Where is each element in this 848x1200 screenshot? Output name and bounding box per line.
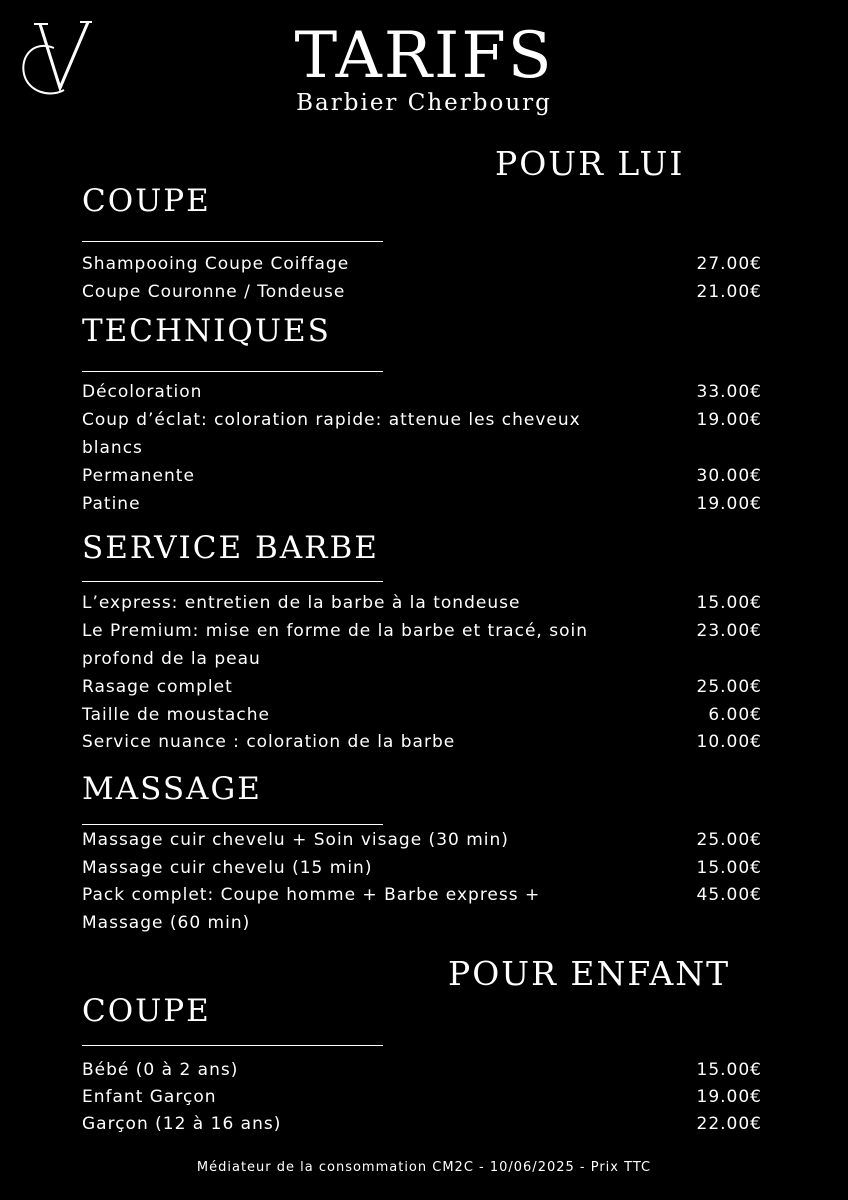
service-name: Coupe Couronne / Tondeuse (82, 282, 346, 302)
service-price: 15.00€ (696, 1060, 762, 1080)
service-price: 19.00€ (696, 410, 762, 430)
service-price: 27.00€ (696, 254, 762, 274)
price-row (82, 589, 762, 617)
service-name: Coup d’éclat: coloration rapide: attenue les cheveux blancs (82, 410, 581, 458)
price-row (82, 1110, 762, 1138)
service-price: 21.00€ (696, 282, 762, 302)
service-name: Shampooing Coupe Coiffage (82, 254, 350, 274)
service-name: Garçon (12 à 16 ans) (82, 1114, 282, 1134)
service-price: 25.00€ (696, 830, 762, 850)
service-price: 15.00€ (696, 858, 762, 878)
price-row (82, 462, 762, 490)
price-row (82, 728, 762, 756)
section-title-coupe-enfant: COUPE (82, 993, 211, 1029)
page-title: TARIFS (294, 19, 554, 93)
page-subtitle: Barbier Cherbourg (296, 90, 552, 116)
price-row (82, 673, 762, 701)
price-row (82, 881, 762, 937)
service-name: Bébé (0 à 2 ans) (82, 1060, 239, 1080)
service-price: 19.00€ (696, 494, 762, 514)
section-title-coupe: COUPE (82, 183, 211, 219)
service-price: 23.00€ (696, 621, 762, 641)
price-row (82, 490, 762, 518)
service-name: Enfant Garçon (82, 1087, 217, 1107)
price-row (82, 406, 762, 462)
service-name: Massage cuir chevelu (15 min) (82, 858, 373, 878)
service-name: Massage cuir chevelu + Soin visage (30 min) (82, 830, 509, 850)
price-row (82, 701, 762, 729)
service-price: 6.00€ (708, 705, 762, 725)
service-name: Service nuance : coloration de la barbe (82, 732, 456, 752)
service-name: Décoloration (82, 382, 203, 402)
service-price: 45.00€ (696, 885, 762, 905)
price-row (82, 826, 762, 854)
price-row (82, 250, 762, 278)
price-row (82, 854, 762, 882)
service-price: 19.00€ (696, 1087, 762, 1107)
section-title-service-barbe: SERVICE BARBE (82, 530, 379, 566)
service-name: Pack complet: Coupe homme + Barbe express + Massage (60 min) (82, 885, 541, 933)
section-title-massage: MASSAGE (82, 771, 262, 807)
group-title-pour-enfant: POUR ENFANT (448, 954, 731, 993)
price-row (82, 278, 762, 306)
service-price: 25.00€ (696, 677, 762, 697)
service-price: 33.00€ (696, 382, 762, 402)
section-divider (82, 241, 383, 242)
price-row (82, 1083, 762, 1111)
section-divider (82, 824, 383, 825)
group-title-pour-lui: POUR LUI (495, 144, 685, 183)
service-name: Patine (82, 494, 141, 514)
section-divider (82, 371, 383, 372)
service-price: 22.00€ (696, 1114, 762, 1134)
section-title-techniques: TECHNIQUES (82, 313, 331, 349)
service-price: 10.00€ (696, 732, 762, 752)
price-row (82, 378, 762, 406)
section-divider (82, 1045, 383, 1046)
service-name: Taille de moustache (82, 705, 270, 725)
section-divider (82, 581, 383, 582)
footer-note: Médiateur de la consommation CM2C - 10/06/2025 - Prix TTC (196, 1160, 652, 1175)
price-row (82, 617, 762, 673)
service-price: 30.00€ (696, 466, 762, 486)
service-name: Le Premium: mise en forme de la barbe et tracé, soin profond de la peau (82, 621, 588, 669)
service-name: Permanente (82, 466, 195, 486)
service-price: 15.00€ (696, 593, 762, 613)
service-name: L’express: entretien de la barbe à la tondeuse (82, 593, 521, 613)
service-name: Rasage complet (82, 677, 233, 697)
price-row (82, 1056, 762, 1084)
